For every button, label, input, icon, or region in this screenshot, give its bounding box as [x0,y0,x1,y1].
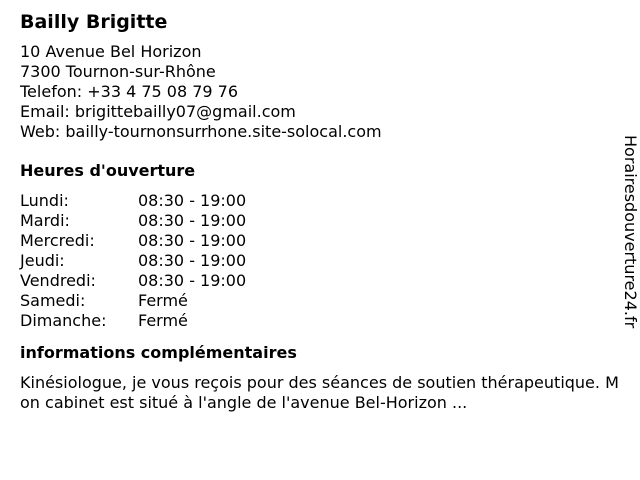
site-watermark: Horairesdouverture24.fr [621,135,640,329]
business-card [20,10,620,413]
hours-row-sunday [20,311,620,331]
email-line: Email: brigittebailly07@gmail.com [20,102,296,121]
day-label: Mercredi: [20,231,95,250]
web-line: Web: bailly-tournonsurrhone.site-solocal.com [20,122,382,141]
business-name: Bailly Brigitte [20,11,168,33]
day-hours: 08:30 - 19:00 [138,191,247,210]
day-label: Dimanche: [20,311,107,330]
address-line-2: 7300 Tournon-sur-Rhône [20,62,216,81]
business-description: Kinésiologue, je vous reçois pour des séances de soutien thérapeutique. Mon cabinet est situé à l'angle de l'avenue Bel-Horizon ... [20,373,619,412]
day-label: Jeudi: [20,251,65,270]
day-hours: 08:30 - 19:00 [138,231,247,250]
info-heading: informations complémentaires [20,343,297,362]
hours-row-saturday [20,291,620,311]
hours-row-friday [20,271,620,291]
hours-table [20,191,620,331]
day-hours: 08:30 - 19:00 [138,211,247,230]
hours-row-tuesday [20,211,620,231]
day-hours: Fermé [138,311,188,330]
hours-row-wednesday [20,231,620,251]
day-label: Vendredi: [20,271,96,290]
hours-row-thursday [20,251,620,271]
hours-heading: Heures d'ouverture [20,161,196,180]
day-hours: 08:30 - 19:00 [138,271,247,290]
day-hours: Fermé [138,291,188,310]
day-label: Mardi: [20,211,70,230]
day-label: Lundi: [20,191,69,210]
day-hours: 08:30 - 19:00 [138,251,247,270]
day-label: Samedi: [20,291,86,310]
address-line-1: 10 Avenue Bel Horizon [20,42,202,61]
hours-row-monday [20,191,620,211]
phone-line: Telefon: +33 4 75 08 79 76 [20,82,239,101]
